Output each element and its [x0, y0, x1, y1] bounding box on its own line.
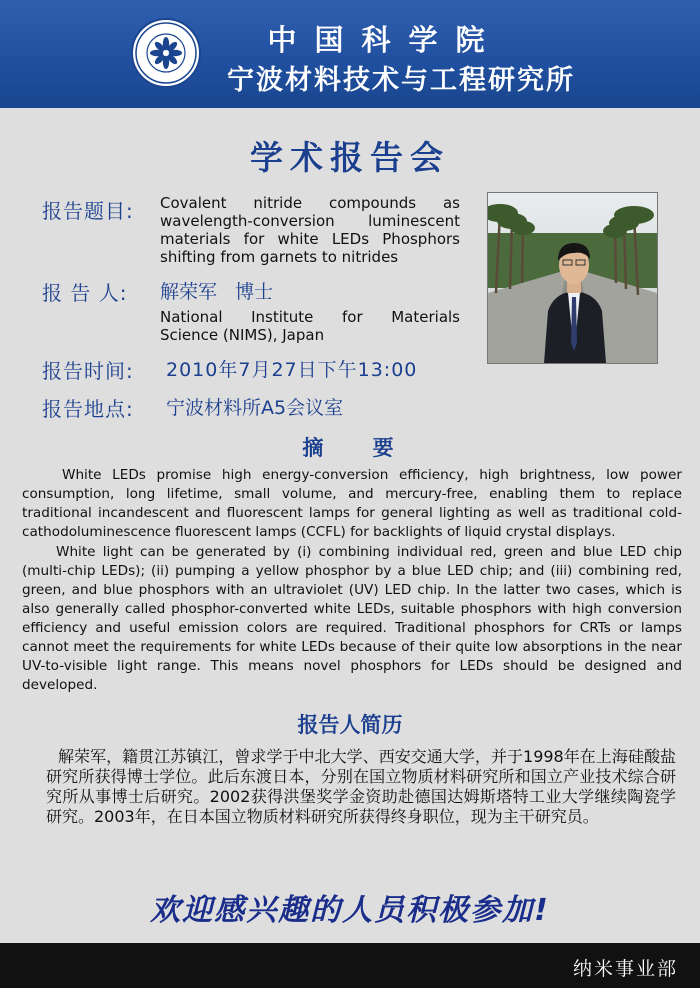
header-banner [0, 0, 700, 108]
topic-line: shifting from garnets to nitrides [160, 248, 399, 266]
speaker-name: 解荣军 博士 [160, 281, 274, 303]
speaker-label: 报 告 人: [42, 281, 128, 305]
page-title: 学术报告会 [250, 138, 450, 177]
place-value: 宁波材料所A5会议室 [166, 397, 344, 419]
place-label: 报告地点: [42, 397, 134, 421]
speaker-affiliation [160, 308, 460, 344]
topic-line: Covalent nitride compounds as [160, 194, 460, 212]
topic-line: materials for white LEDs Phosphors [160, 230, 460, 248]
abstract-paragraph: White light can be generated by (i) combining individual red, green and blue LED chip (multi-chip LEDs); (ii) pumping a yellow phosphor by a blue LED chip; and (iii) combining red, green, and blue phosphors with an ultraviolet (UV) LED chip. In the latter two cases, which is also generally called phosphor-converted white LEDs, suitable phosphors with high conversion efficiency and useful emission colors are required. Traditional phosphors for CRTs or lamps cannot meet the requirements for white LEDs because of their quite low absorptions in the near UV-to-visible light range. This means novel phosphors for LEDs should be designed and developed. [22, 544, 682, 693]
topic-line: wavelength-conversion luminescent [160, 212, 460, 230]
org-name-institute: 宁波材料技术与工程研究所 [227, 65, 575, 96]
time-value: 2010年7月27日下午13:00 [166, 359, 418, 381]
footer-bar [0, 943, 700, 988]
topic-text [160, 194, 460, 266]
time-label: 报告时间: [42, 359, 134, 383]
academy-seal-icon [131, 18, 201, 88]
org-name-cas: 中国科学院 [267, 23, 503, 57]
affiliation-line: Science (NIMS), Japan [160, 326, 325, 344]
welcome-message: 欢迎感兴趣的人员积极参加! [150, 893, 550, 928]
abstract-heading: 摘 要 [302, 436, 398, 460]
abstract-paragraph: White LEDs promise high energy-conversion efficiency, high brightness, low power consumption, long lifetime, small volume, and mercury-free, enabling them to replace traditional incandescent and fluorescent lamps for general lighting as well as traditional cold-cathodoluminescence fluorescent lamps (CCFL) for backlights of liquid crystal displays. [22, 467, 682, 540]
bio-heading: 报告人简历 [297, 713, 403, 737]
topic-label: 报告题目: [42, 199, 134, 223]
department-name: 纳米事业部 [572, 958, 678, 980]
affiliation-line: National Institute for Materials [160, 308, 460, 326]
bio-text: 解荣军，籍贯江苏镇江，曾求学于中北大学、西安交通大学，并于1998年在上海硅酸盐研究所获得博士学位。此后东渡日本，分别在国立物质材料研究所和国立产业技术综合研究所从事博士后研究。2002获得洪堡奖学金资助赴德国达姆斯塔特工业大学继续陶瓷学研究。2003年，在日本国立物质材料研究所获得终身职位，现为主干研究员。 [46, 747, 676, 826]
speaker-portrait-photo [487, 192, 658, 364]
